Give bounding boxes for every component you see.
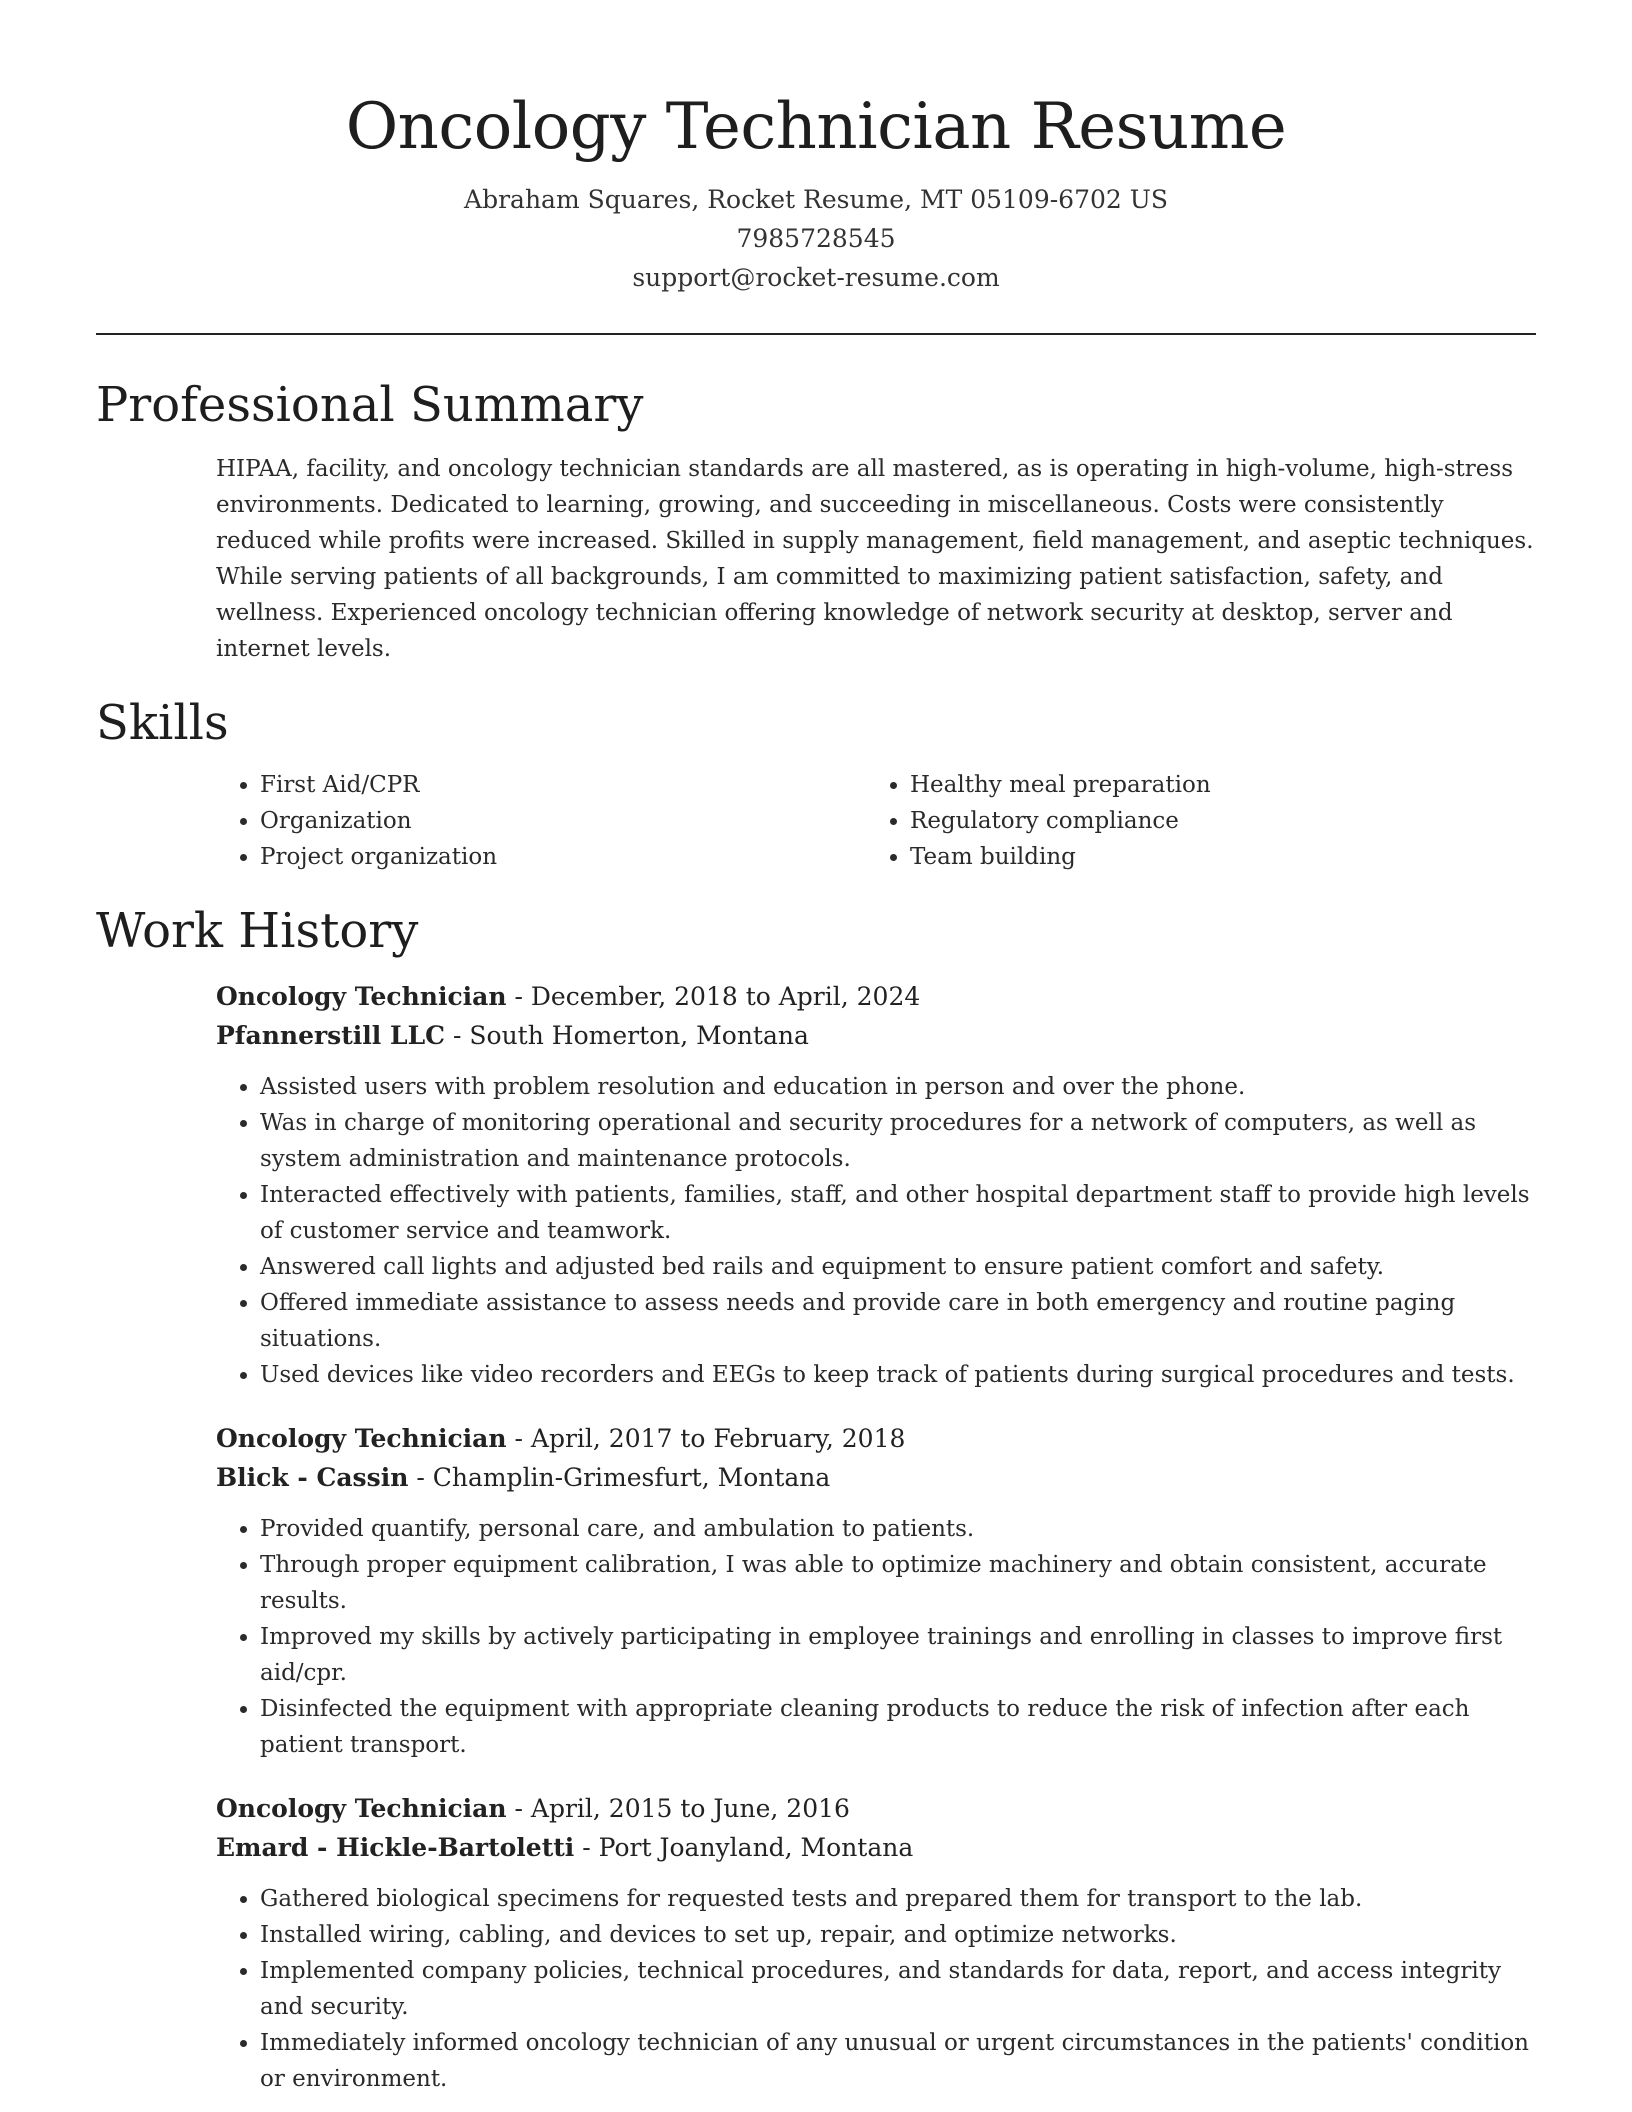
job-bullet: • Was in charge of monitoring operational and security procedures for a network of computers, as well as system administration and maintenance protocols.	[260, 1105, 1536, 1177]
header-divider	[96, 333, 1536, 335]
job-bullet: • Through proper equipment calibration, I was able to optimize machinery and obtain consistent, accurate results.	[260, 1547, 1536, 1619]
job-company: Pfannerstill LLC	[216, 1021, 446, 1050]
job-bullets	[216, 1881, 1536, 2097]
job-bullet: • Installed wiring, cabling, and devices to set up, repair, and optimize networks.	[260, 1917, 1536, 1953]
job-location: South Homerton, Montana	[469, 1021, 809, 1050]
job-bullet: • Answered call lights and adjusted bed rails and equipment to ensure patient comfort and safety.	[260, 1249, 1536, 1285]
job-location: Champlin-Grimesfurt, Montana	[432, 1463, 831, 1492]
job-company: Blick - Cassin	[216, 1463, 409, 1492]
job-bullet: • Implemented company policies, technical procedures, and standards for data, report, and access integrity and security.	[260, 1953, 1536, 2025]
summary-heading: Professional Summary	[96, 377, 644, 433]
job-title: Oncology Technician	[216, 982, 507, 1011]
contact-block	[96, 180, 1536, 297]
job-dates: April, 2015 to June, 2016	[530, 1794, 850, 1823]
job-bullet: • Assisted users with problem resolution and education in person and over the phone.	[260, 1069, 1536, 1105]
job-bullet: • Used devices like video recorders and EEGs to keep track of patients during surgical procedures and tests.	[260, 1357, 1536, 1393]
job-title: Oncology Technician	[216, 1424, 507, 1453]
work-history-section	[96, 899, 1536, 2097]
skill-item: • Healthy meal preparation	[910, 767, 1516, 803]
resume-title: Oncology Technician Resume	[345, 90, 1287, 164]
skill-item: • Project organization	[260, 839, 866, 875]
resume-header	[96, 0, 1536, 297]
job-entry	[216, 977, 1536, 1393]
skills-grid	[216, 767, 1536, 875]
contact-email: support@rocket-resume.com	[632, 263, 1000, 292]
job-title-line: Oncology Technician - April, 2017 to February, 2018	[216, 1424, 906, 1453]
skill-item: • Team building	[910, 839, 1516, 875]
job-bullet: • Immediately informed oncology technician of any unusual or urgent circumstances in the patients' condition or environment.	[260, 2025, 1536, 2097]
skills-column-left	[216, 767, 866, 875]
job-bullet: • Offered immediate assistance to assess needs and provide care in both emergency and routine paging situations.	[260, 1285, 1536, 1357]
job-title-line: Oncology Technician - April, 2015 to June, 2016	[216, 1794, 850, 1823]
skill-item: • Regulatory compliance	[910, 803, 1516, 839]
contact-address: Abraham Squares, Rocket Resume, MT 05109-6702 US	[464, 185, 1168, 214]
job-bullet: • Improved my skills by actively participating in employee trainings and enrolling in classes to improve first aid/cpr.	[260, 1619, 1536, 1691]
skill-item: • First Aid/CPR	[260, 767, 866, 803]
skills-column-right	[866, 767, 1516, 875]
job-bullet: • Provided quantify, personal care, and ambulation to patients.	[260, 1511, 1536, 1547]
contact-phone: 7985728545	[736, 224, 896, 253]
skills-heading: Skills	[96, 695, 229, 751]
job-bullets	[216, 1511, 1536, 1763]
job-bullet: • Interacted effectively with patients, families, staff, and other hospital department staff to provide high levels of customer service and teamwork.	[260, 1177, 1536, 1249]
job-bullets	[216, 1069, 1536, 1393]
job-company-line: Emard - Hickle-Bartoletti - Port Joanyland, Montana	[216, 1833, 914, 1862]
job-company-line: Blick - Cassin - Champlin-Grimesfurt, Montana	[216, 1463, 831, 1492]
resume-page	[96, 0, 1536, 2097]
work-history-heading: Work History	[96, 903, 419, 959]
job-entry	[216, 1789, 1536, 2097]
job-company-line: Pfannerstill LLC - South Homerton, Montana	[216, 1021, 809, 1050]
job-bullet: • Disinfected the equipment with appropriate cleaning products to reduce the risk of infection after each patient transport.	[260, 1691, 1536, 1763]
job-entry	[216, 1419, 1536, 1763]
job-bullet: • Gathered biological specimens for requested tests and prepared them for transport to the lab.	[260, 1881, 1536, 1917]
job-dates: December, 2018 to April, 2024	[530, 982, 921, 1011]
job-title: Oncology Technician	[216, 1794, 507, 1823]
summary-text: HIPAA, facility, and oncology technician standards are all mastered, as is operating in high-volume, high-stress environments. Dedicated to learning, growing, and succeeding in miscellaneous. Costs were consistently reduced while profits were increased. Skilled in supply management, field management, and aseptic techniques. While serving patients of all backgrounds, I am committed to maximizing patient satisfaction, safety, and wellness. Experienced oncology technician offering knowledge of network security at desktop, server and internet levels.	[216, 456, 1534, 662]
skills-section	[96, 691, 1536, 875]
job-title-line: Oncology Technician - December, 2018 to April, 2024	[216, 982, 921, 1011]
job-location: Port Joanyland, Montana	[598, 1833, 914, 1862]
skill-item: • Organization	[260, 803, 866, 839]
job-company: Emard - Hickle-Bartoletti	[216, 1833, 575, 1862]
summary-section	[96, 373, 1536, 667]
job-dates: April, 2017 to February, 2018	[530, 1424, 906, 1453]
